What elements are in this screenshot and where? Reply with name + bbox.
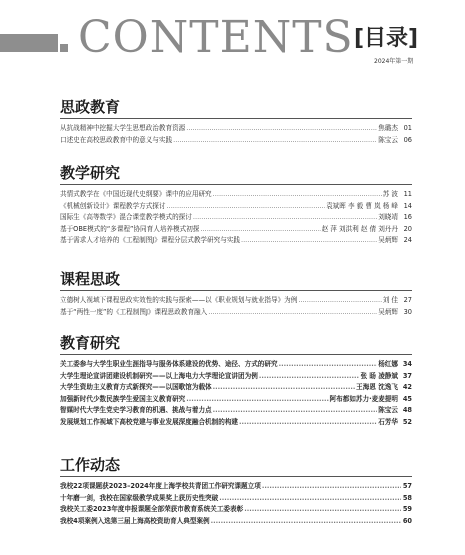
section-title: 教学研究 — [60, 164, 412, 185]
leader-dots — [239, 417, 377, 429]
entry-page: 16 — [403, 213, 412, 222]
toc-entry[interactable] — [60, 189, 412, 201]
entry-title: 关工委参与大学生职业生涯指导与服务体系建设的优势、途径、方式的研究 — [60, 360, 278, 368]
entry-page: 30 — [403, 307, 412, 316]
leader-dots — [211, 516, 401, 528]
entry-author: 王海恩 沈逸飞 — [356, 383, 398, 392]
entry-title: 大学生资助主义教育方式新探究——以国歌馆为载体 — [60, 383, 212, 392]
entry-title: 大学生理论宣讲团建设机制研究——以上海电力大学理论宣讲团为例 — [60, 371, 258, 380]
leader-dots — [213, 382, 355, 394]
entry-title: 口述史在高校思政教育中的意义与实践 — [60, 135, 173, 144]
toc-entry[interactable] — [60, 417, 412, 429]
entry-title: 基于需求人才培养的《工程制图J》课程分层式教学研究与实践 — [60, 236, 240, 245]
entry-author: 赵 萍 刘洪利 赵 倩 刘丹丹 — [321, 224, 398, 233]
leader-dots — [193, 212, 377, 224]
entry-title: 共情式教学在《中国近现代史纲要》课中的应用研究 — [60, 190, 212, 198]
entry-page: 37 — [402, 371, 412, 380]
entry-title: 我校4项案例入选第三届上海高校资助育人典型案例 — [60, 516, 210, 525]
entry-page: 48 — [402, 406, 412, 415]
toc-entry[interactable] — [60, 516, 412, 528]
header — [0, 0, 465, 80]
toc-entry[interactable] — [60, 135, 412, 147]
section-sizheng — [60, 98, 412, 146]
entry-author: 陈宝云 — [378, 135, 398, 144]
leader-dots — [167, 201, 326, 213]
leader-dots — [298, 295, 381, 307]
entry-page: 45 — [402, 394, 412, 403]
mulu-label: [目录] — [354, 26, 419, 51]
entry-page: 59 — [402, 505, 412, 514]
entry-title: 从抗战精神中挖掘大学生思想政治教育资源 — [60, 124, 186, 132]
section-title: 思政教育 — [60, 98, 412, 119]
toc-entry[interactable] — [60, 295, 412, 307]
leader-dots — [241, 235, 377, 247]
entry-author: 吴炳辉 — [378, 236, 398, 245]
entry-list — [60, 481, 412, 527]
entry-author: 阿布都如苏力·麦麦提明 — [329, 394, 398, 403]
entry-title: 国际生《高等数学》混合课堂教学模式的探讨 — [60, 213, 192, 222]
section-jiaoyu-yanjiu — [60, 334, 412, 429]
entry-title: 发展规划工作视域下高校党建与事业发展深度融合机制的构建 — [60, 417, 239, 426]
entry-title: 智媒时代大学生党史学习教育的机遇、挑战与着力点 — [60, 406, 212, 415]
section-title: 工作动态 — [60, 456, 412, 477]
leader-dots — [262, 481, 401, 493]
toc-entry[interactable] — [60, 307, 412, 319]
toc-entry[interactable] — [60, 201, 412, 213]
toc-entry[interactable] — [60, 382, 412, 394]
entry-page: 34 — [402, 360, 412, 368]
entry-page: 57 — [402, 482, 412, 490]
entry-title: 加强新时代少数民族学生爱国主义教育研究 — [60, 394, 186, 403]
entry-page: 42 — [402, 383, 412, 392]
leader-dots — [219, 493, 401, 505]
contents-title: CONTENTS — [78, 12, 354, 63]
leader-dots — [173, 135, 377, 147]
toc-entry[interactable] — [60, 405, 412, 417]
section-title: 课程思政 — [60, 270, 412, 291]
toc-entry[interactable] — [60, 224, 412, 236]
toc-entry[interactable] — [60, 235, 412, 247]
entry-list — [60, 123, 412, 146]
section-jiaoxue — [60, 164, 412, 247]
entry-author: 袁斌晖 李 毅 曹 岚 杨 峰 — [326, 201, 398, 210]
header-square — [60, 44, 68, 52]
entry-page: 58 — [402, 493, 412, 502]
section-gongzuo-dongtai — [60, 456, 412, 527]
toc-entry[interactable] — [60, 359, 412, 371]
toc-entry[interactable] — [60, 394, 412, 406]
header-bar — [0, 34, 58, 52]
leader-dots — [200, 224, 320, 236]
entry-title: 立德树人视域下课程思政实效性的实践与探索——以《职业规划与就业指导》为例 — [60, 296, 298, 304]
entry-list — [60, 359, 412, 429]
entry-page: 20 — [403, 224, 412, 233]
entry-title: 十年磨一剑，我校在国家级教学成果奖上获历史性突破 — [60, 493, 219, 502]
section-title: 教育研究 — [60, 334, 412, 355]
leader-dots — [259, 371, 360, 383]
entry-author: 刘晓靖 — [378, 213, 398, 222]
toc-entry[interactable] — [60, 371, 412, 383]
entry-page: 60 — [402, 516, 412, 525]
toc-entry[interactable] — [60, 493, 412, 505]
entry-author: 陈宝云 — [378, 406, 398, 415]
entry-author: 刘 佳 — [382, 296, 398, 304]
entry-title: 我校22项课题获2023–2024年度上海学校共青团工作研究课题立项 — [60, 482, 261, 490]
entry-list — [60, 189, 412, 247]
entry-page: 27 — [403, 296, 412, 304]
leader-dots — [186, 394, 328, 406]
entry-page: 11 — [403, 190, 412, 198]
issue-label: 2024年第一期 — [374, 58, 414, 65]
toc-entry[interactable] — [60, 481, 412, 493]
toc-entry[interactable] — [60, 123, 412, 135]
entry-title: 基于“两性一度”的《工程制图J》课程思政教育融入 — [60, 307, 208, 316]
leader-dots — [213, 405, 378, 417]
toc-entry[interactable] — [60, 212, 412, 224]
entry-list — [60, 295, 412, 318]
entry-author: 苏 波 — [382, 190, 398, 198]
entry-author: 石芳华 — [378, 417, 398, 426]
leader-dots — [279, 359, 378, 371]
entry-title: 我校关工委2023年度申报课题全部荣获市教育系统关工委表彰 — [60, 505, 244, 514]
leader-dots — [208, 307, 377, 319]
entry-page: 24 — [403, 236, 412, 245]
entry-title: 基于OBE模式的“多课程”协同育人培养模式初探 — [60, 224, 200, 233]
entry-author: 吴炳辉 — [378, 307, 398, 316]
leader-dots — [186, 123, 377, 135]
entry-title: 《机械创新设计》课程教学方式探讨 — [60, 201, 166, 210]
entry-author: 杨红娜 — [378, 360, 398, 368]
entry-page: 06 — [403, 135, 412, 144]
leader-dots — [213, 189, 382, 201]
section-kecheng-sizheng — [60, 270, 412, 318]
entry-author: 张 旸 凌静斌 — [360, 371, 398, 380]
entry-page: 01 — [403, 124, 412, 132]
entry-page: 52 — [402, 417, 412, 426]
toc-entry[interactable] — [60, 504, 412, 516]
entry-author: 焦璐杰 — [378, 124, 398, 132]
entry-page: 14 — [403, 201, 412, 210]
leader-dots — [244, 504, 401, 516]
